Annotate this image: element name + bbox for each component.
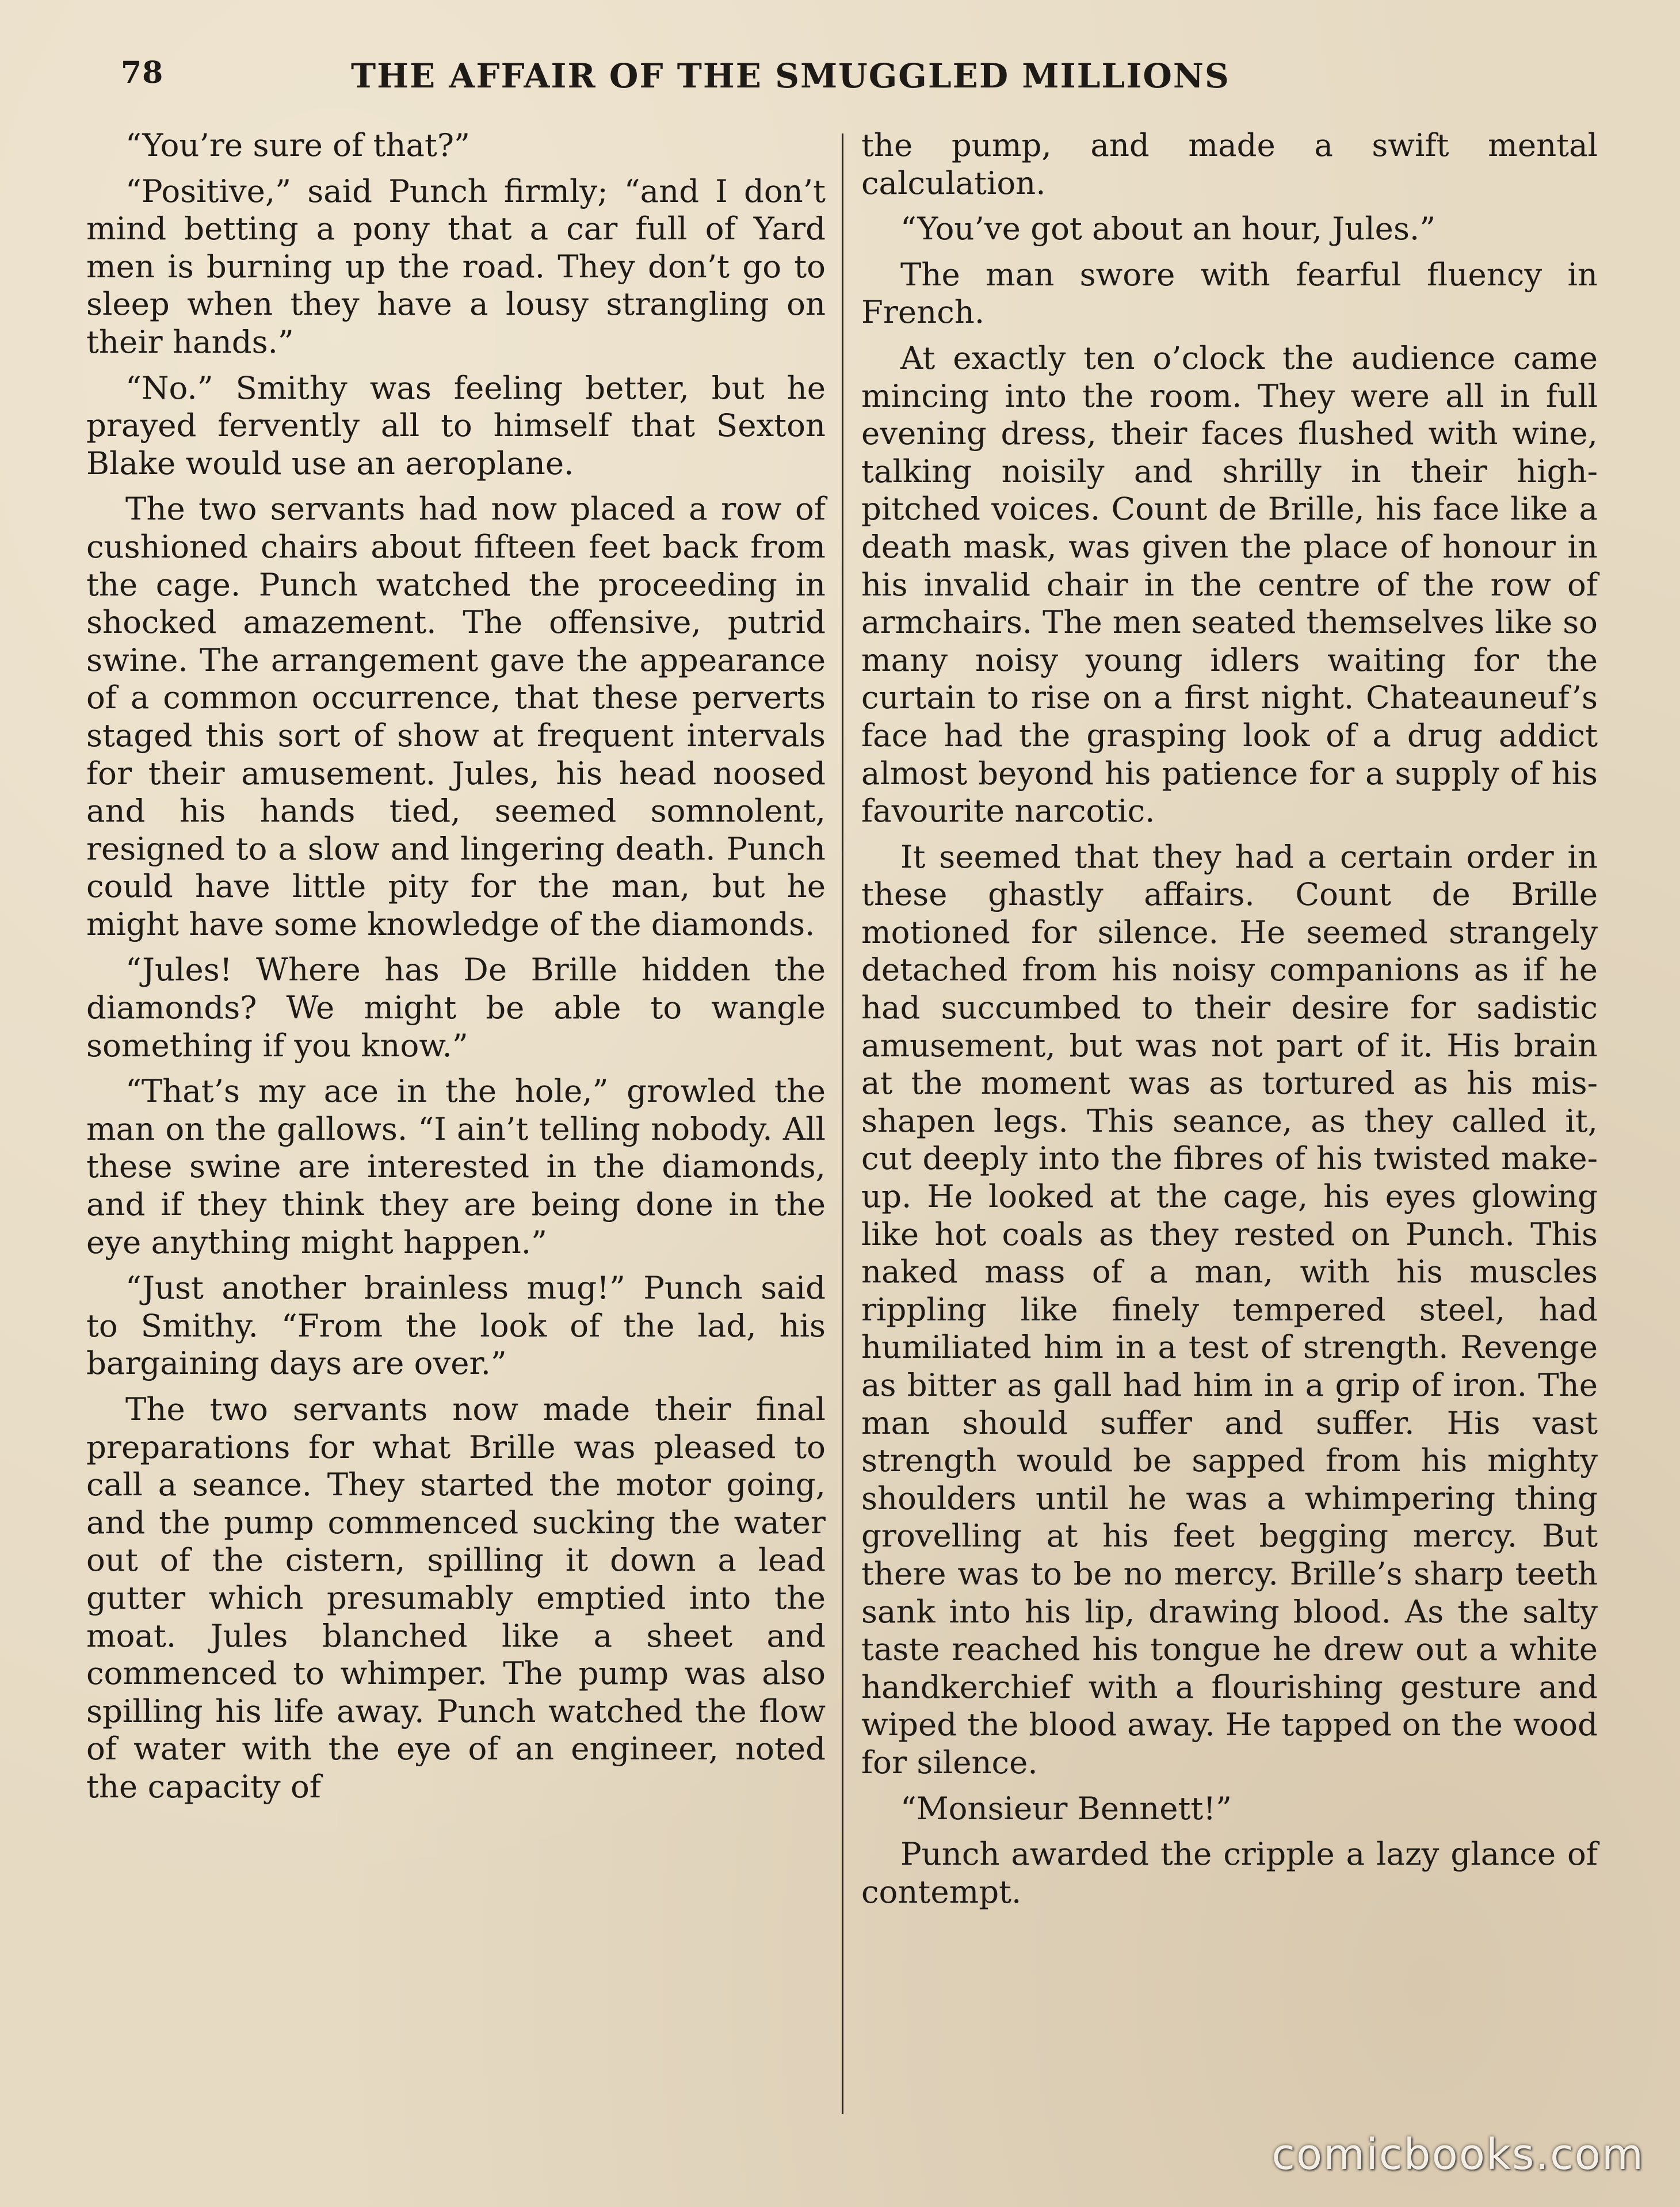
column-divider <box>842 133 843 2114</box>
page-number: 78 <box>121 55 164 90</box>
paragraph: “Monsieur Bennett!” <box>900 1789 1232 1827</box>
paragraph: “Positive,” said Punch firmly; “and I don’t mind betting a pony that a car full of Yard men is burning up the road. They don’t go to sleep when they have a lousy strangling on their hands.” <box>86 172 826 360</box>
paragraph: “Jules! Where has De Brille hidden the diamonds? We might be able to wangle something if you know.” <box>86 951 826 1064</box>
paragraph: The two servants now made their final preparations for what Brille was pleased to call a seance. They started the motor going, and the pump commenced sucking the water out of the cistern, spilling it down a lead gutter which presumably emptied into the moat. Jules blanched like a sheet and commenced to whimper. The pump was also spilling his life away. Punch watched the flow of water with the eye of an engineer, noted the capacity of <box>86 1391 826 1805</box>
paragraph: The two servants had now placed a row of cushioned chairs about fifteen feet back from the cage. Punch watched the proceeding in shocked amazement. The offensive, putrid swine. The arrangement gave the appearance of a common occurrence, that these perverts staged this sort of show at frequent intervals for their amusement. Jules, his head noosed and his hands tied, seemed somnolent, resigned to a slow and lingering death. Punch could have little pity for the man, but he might have some knowledge of the diamonds. <box>86 490 826 942</box>
paragraph: “Just another brainless mug!” Punch said to Smithy. “From the look of the lad, his bargaining days are over.” <box>86 1269 826 1382</box>
paragraph: “That’s my ace in the hole,” growled the man on the gallows. “I ain’t telling nobody. All these swine are interested in the diamonds, and if they think they are being done in the eye anything might happen.” <box>86 1072 826 1261</box>
paragraph: Punch awarded the cripple a lazy glance of contempt. <box>861 1835 1598 1910</box>
right-column <box>861 127 1598 1919</box>
running-title: THE AFFAIR OF THE SMUGGLED MILLIONS <box>351 56 1230 96</box>
paragraph: “You’re sure of that?” <box>125 127 470 163</box>
paragraph: It seemed that they had a certain order in these ghastly affairs. Count de Brille motioned for silence. He seemed strangely detached from his noisy companions as if he had succumbed to their desire for sadistic amusement, but was not part of it. His brain at the moment was as tortured as his mis-shapen legs. This seance, as they called it, cut deeply into the fibres of his twisted make-up. He looked at the cage, his eyes glowing like hot coals as they rested on Punch. This naked mass of a man, with his muscles rippling like finely tempered steel, had humiliated him in a test of strength. Revenge as bitter as gall had him in a grip of iron. The man should suffer and suffer. His vast strength would be sapped from his mighty shoulders until he was a whimpering thing grovelling at his feet begging mercy. But there was to be no mercy. Brille’s sharp teeth sank into his lip, drawing blood. As the salty taste reached his tongue he drew out a white handkerchief with a flourishing gesture and wiped the blood away. He tapped on the wood for silence. <box>861 838 1598 1781</box>
page-header <box>121 55 1571 107</box>
paragraph: The man swore with fearful fluency in French. <box>861 255 1598 331</box>
paragraph: the pump, and made a swift mental calculation. <box>861 127 1598 201</box>
paragraph: “You’ve got about an hour, Jules.” <box>900 210 1436 247</box>
site-watermark: comicbooks.com <box>1272 2130 1644 2179</box>
paragraph: “No.” Smithy was feeling better, but he prayed fervently all to himself that Sexton Blake would use an aeroplane. <box>86 369 826 482</box>
left-column <box>86 127 826 1814</box>
paragraph: At exactly ten o’clock the audience came mincing into the room. They were all in full evening dress, their faces flushed with wine, talking noisily and shrilly in their high-pitched voices. Count de Brille, his face like a death mask, was given the place of honour in his invalid chair in the centre of the row of armchairs. The men seated themselves like so many noisy young idlers waiting for the curtain to rise on a first night. Chateauneuf’s face had the grasping look of a drug addict almost beyond his patience for a supply of his favourite narcotic. <box>861 339 1598 830</box>
